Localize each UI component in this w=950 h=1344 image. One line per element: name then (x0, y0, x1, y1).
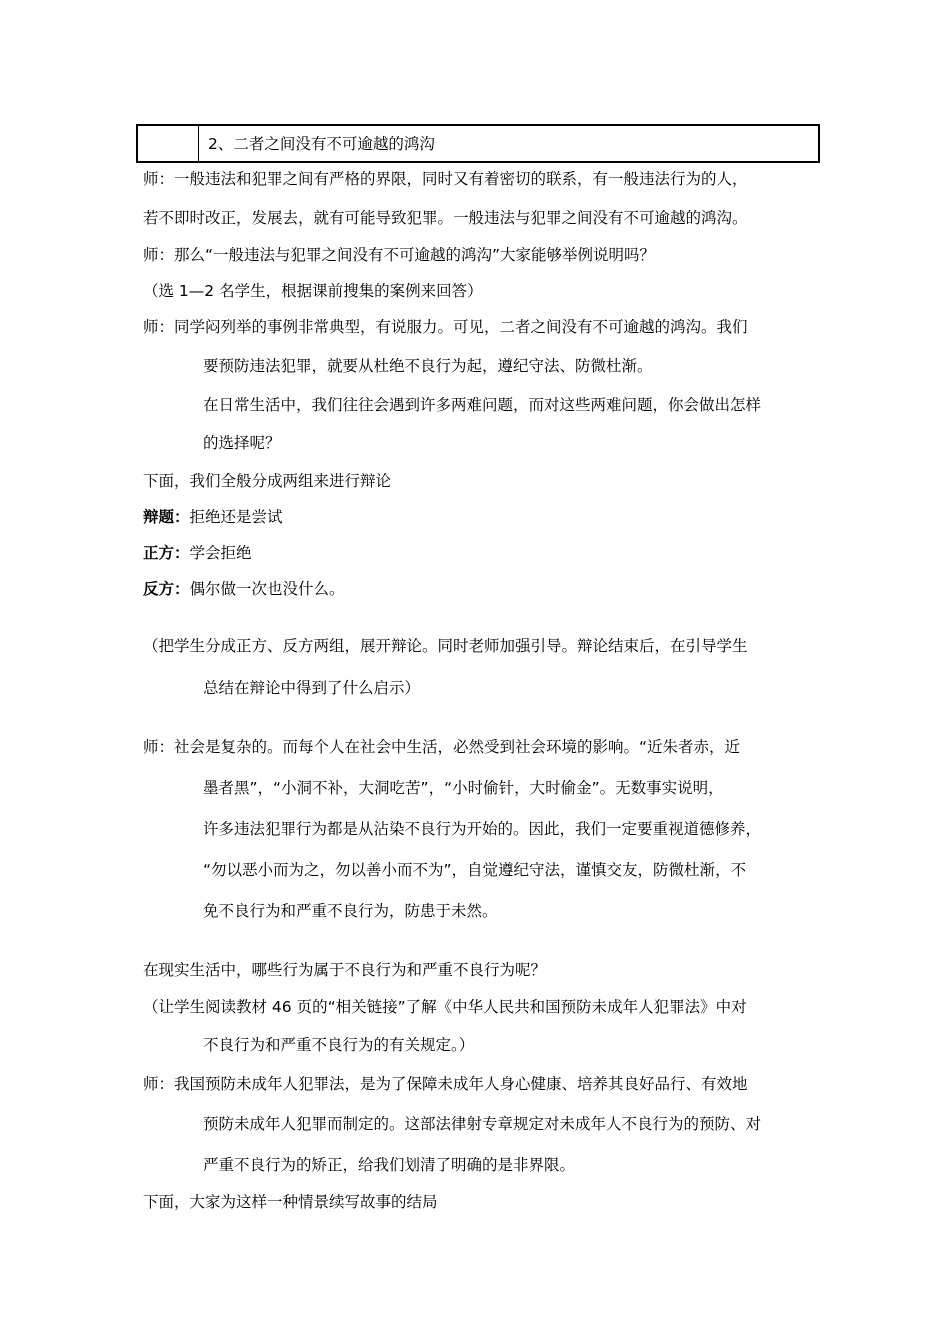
paragraph-line: 下面，大家为这样一种情景续写故事的结局 (143, 1193, 438, 1211)
debate-pro-text: 学会拒绝 (189, 544, 252, 562)
debate-con-text: 偶尔做一次也没什么。 (189, 580, 345, 598)
paragraph-line: 师：同学闷列举的事例非常典型，有说服力。可见，二者之间没有不可逾越的鸿沟。我们 (143, 318, 748, 336)
paragraph-line: 下面，我们全般分成两组来进行辩论 (143, 472, 392, 490)
debate-con (143, 579, 345, 599)
paragraph-line: 师：那么“一般违法与犯罪之间没有不可逾越的鸿沟”大家能够举例说明吗？ (143, 246, 656, 264)
table-divider (198, 126, 199, 161)
table (136, 124, 820, 163)
paragraph-line: 师：我国预防未成年人犯罪法，是为了保障未成年人身心健康、培养其良好品行、有效地 (143, 1075, 748, 1093)
paragraph-line: 在日常生活中，我们往往会遇到许多两难问题，而对这些两难问题，你会做出怎样 (203, 396, 762, 414)
paragraph-line: 预防未成年人犯罪而制定的。这部法律射专章规定对未成年人不良行为的预防、对 (203, 1115, 762, 1133)
debate-topic (143, 507, 283, 527)
paragraph-line: 许多违法犯罪行为都是从沾染不良行为开始的。因此，我们一定要重视道德修养， (203, 820, 762, 838)
debate-pro-label: 正方： (143, 544, 190, 562)
debate-pro (143, 543, 252, 563)
paragraph-line: （把学生分成正方、反方两组，展开辩论。同时老师加强引导。辩论结束后，在引导学生 (143, 637, 748, 655)
paragraph-line: 师：社会是复杂的。而每个人在社会中生活，必然受到社会环境的影响。“近朱者赤，近 (143, 738, 741, 756)
paragraph-line: 免不良行为和严重不良行为，防患于未然。 (203, 902, 498, 920)
debate-topic-label: 辩题： (143, 508, 190, 526)
debate-topic-text: 拒绝还是尝试 (189, 508, 283, 526)
paragraph-line: 墨者黑”，“小洞不补，大洞吃苦”，“小时偷针，大时偷金”。无数事实说明， (203, 779, 724, 797)
paragraph-line: 不良行为和严重不良行为的有关规定。） (203, 1036, 475, 1054)
table-cell: 2、二者之间没有不可逾越的鸿沟 (208, 135, 435, 153)
paragraph-line: “勿以恶小而为之，勿以善小而不为”，自觉遵纪守法，谨慎交友，防微杜渐，不 (203, 861, 747, 879)
debate-con-label: 反方： (143, 580, 190, 598)
paragraph-line: 在现实生活中，哪些行为属于不良行为和严重不良行为呢？ (143, 961, 547, 979)
paragraph-line: 要预防违法犯罪，就要从杜绝不良行为起，遵纪守法、防微杜渐。 (203, 357, 653, 375)
paragraph-line: 总结在辩论中得到了什么启示） (203, 679, 421, 697)
paragraph-line: 若不即时改正，发展去，就有可能导致犯罪。一般违法与犯罪之间没有不可逾越的鸿沟。 (143, 209, 748, 227)
paragraph-line: （选 1—2 名学生，根据课前搜集的案例来回答） (143, 282, 483, 300)
paragraph-line: 严重不良行为的矫正，给我们划清了明确的是非界限。 (203, 1156, 576, 1174)
paragraph-line: 师：一般违法和犯罪之间有严格的界限，同时又有着密切的联系，有一般违法行为的人， (143, 170, 748, 188)
paragraph-line: （让学生阅读教材 46 页的“相关链接”了解《中华人民共和国预防未成年人犯罪法》中对 (143, 998, 747, 1016)
paragraph-line: 的选择呢？ (203, 434, 281, 452)
